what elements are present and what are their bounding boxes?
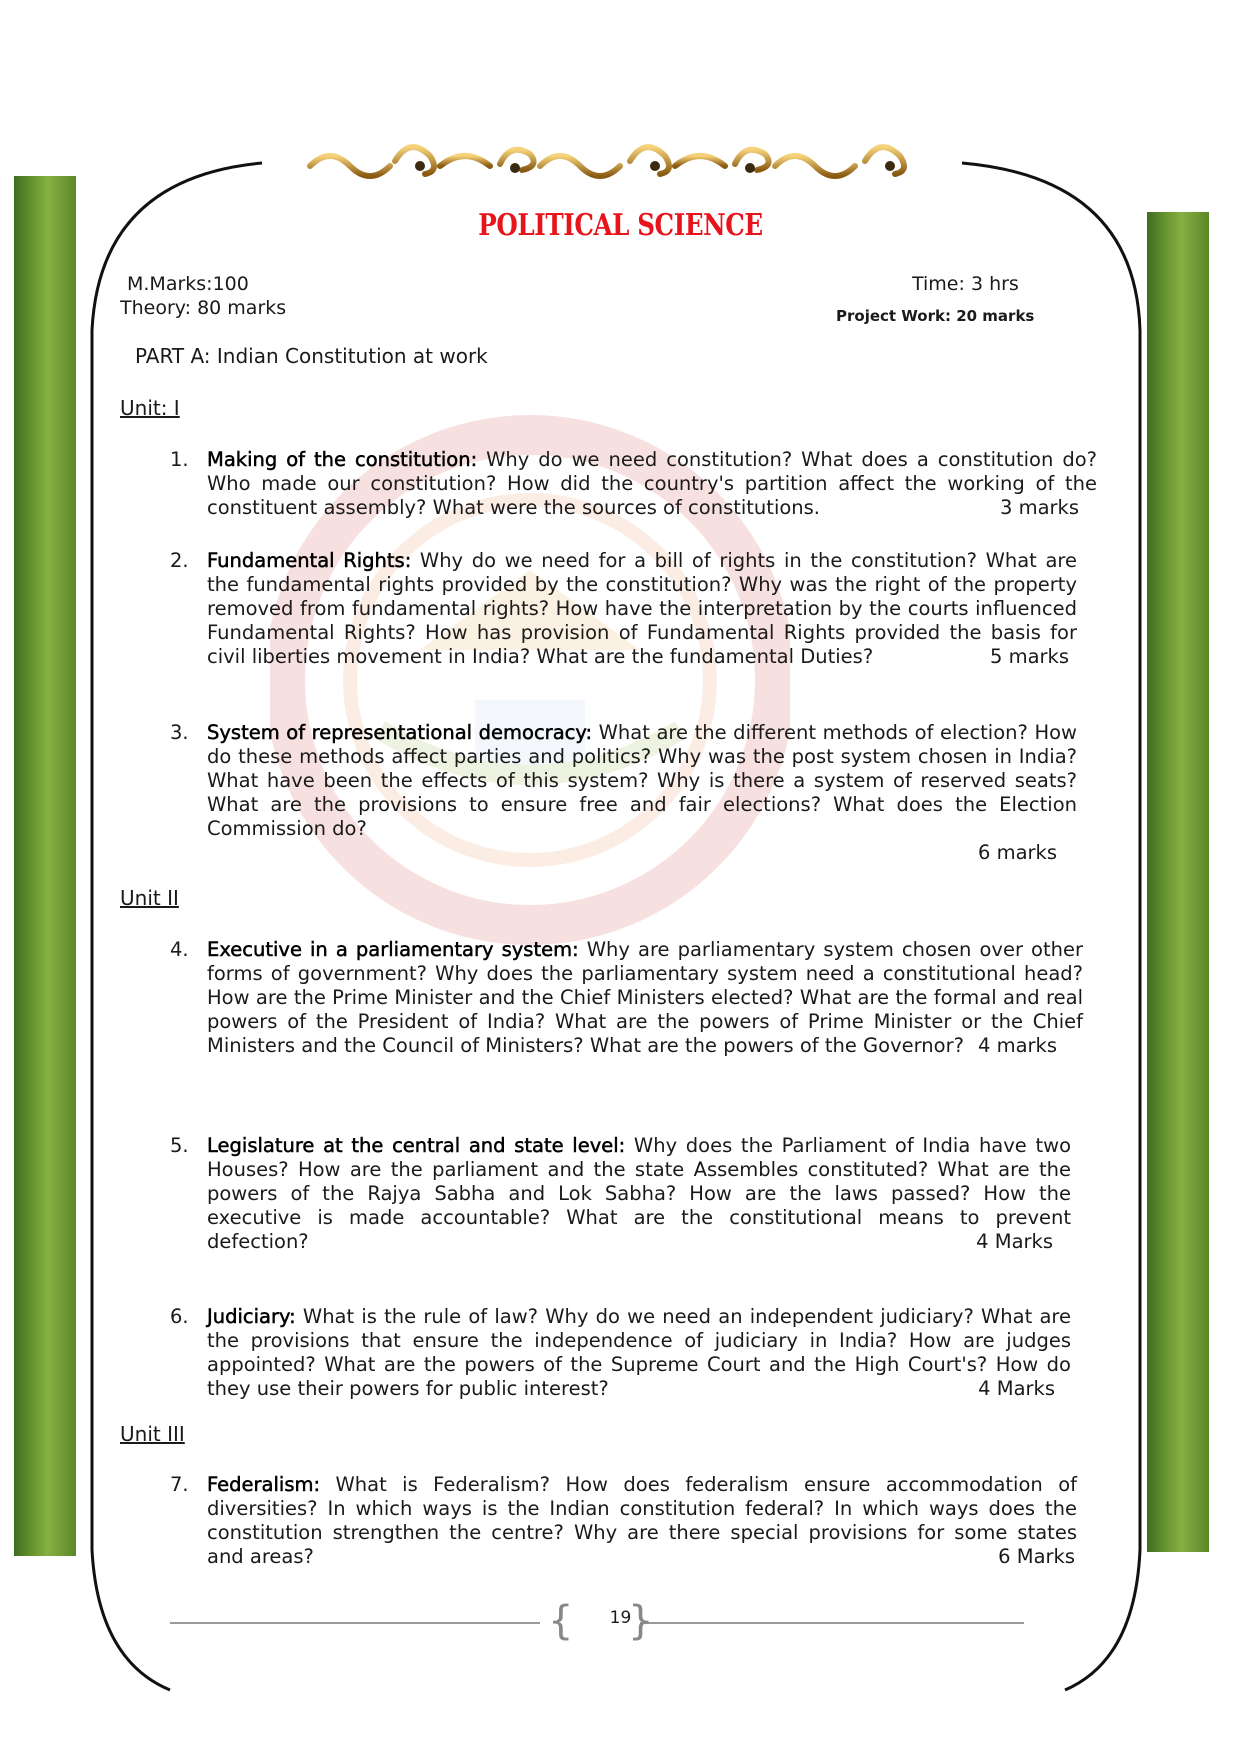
item-heading: Fundamental Rights: xyxy=(207,549,412,572)
unit-heading: Unit: I xyxy=(120,396,180,420)
item-marks: 4 Marks xyxy=(976,1230,1053,1253)
item-heading: Federalism: xyxy=(207,1473,321,1496)
item-number: 6. xyxy=(170,1305,189,1328)
page-number: 19 xyxy=(609,1608,632,1628)
item-heading: Executive in a parliamentary system: xyxy=(207,938,579,961)
item-marks: 4 Marks xyxy=(978,1377,1055,1400)
ornament-icon xyxy=(300,136,920,186)
item-text: What is Federalism? How does federalism ensure accommodation of diversities? In which ways is the Indian constitution federal? In which ways does the constitution strengthen the centre? Why are there special provisions for some states and areas? xyxy=(207,1473,1077,1568)
item-text: Why are parliamentary system chosen over other forms of government? Why does the parliamentary system need a constitutional head? How are the Prime Minister and the Chief Ministers elected? What are the formal and real powers of the President of India? What are the powers of Prime Minister or the Chief Ministers and the Council of Ministers? What are the powers of the Governor? xyxy=(207,938,1083,1057)
item-number: 3. xyxy=(170,721,189,744)
item-marks: 5 marks xyxy=(989,645,1069,668)
unit-heading: Unit III xyxy=(120,1422,185,1446)
item-heading: Making of the constitution: xyxy=(207,448,478,471)
item-number: 7. xyxy=(170,1473,189,1496)
right-brace-icon: } xyxy=(628,1598,654,1644)
item-heading: Judiciary: xyxy=(207,1305,296,1328)
item-marks: 6 marks xyxy=(977,841,1057,864)
item-number: 2. xyxy=(170,549,189,572)
item-heading: Legislature at the central and state level: xyxy=(207,1134,626,1157)
project-marks: Project Work: 20 marks xyxy=(836,307,1035,325)
item-text: What is the rule of law? Why do we need an independent judiciary? What are the provisions that ensure the independence of judiciary in India? How are judges appointed? What are the powers of the Supreme Court and the High Court's? How do they use their powers for public interest? xyxy=(207,1305,1071,1400)
part-heading: PART A: Indian Constitution at work xyxy=(135,344,488,368)
left-brace-icon: { xyxy=(548,1598,574,1644)
theory-marks: Theory: 80 marks xyxy=(120,297,287,319)
item-heading: System of representational democracy: xyxy=(207,721,593,744)
item-text: What are the different methods of election? How do these methods affect parties and politics? Why was the post system chosen in India? What have been the effects of this system? Why is there a system of reserved seats? What are the provisions to ensure free and fair elections? What does the Election Commission do? xyxy=(207,721,1077,840)
item-number: 4. xyxy=(170,938,189,961)
unit-heading: Unit II xyxy=(120,886,179,910)
item-text: Why do we need constitution? What does a constitution do? Who made our constitution? How did the country's partition affect the working of the constituent assembly? What were the sources of constitutions. xyxy=(207,448,1097,519)
item-marks: 3 marks xyxy=(999,496,1079,519)
item-number: 1. xyxy=(170,448,189,471)
item-marks: 6 Marks xyxy=(998,1545,1075,1568)
max-marks: M.Marks:100 xyxy=(127,273,249,295)
item-text: Why does the Parliament of India have two Houses? How are the parliament and the state Assembles constituted? What are the powers of the Rajya Sabha and Lok Sabha? How are the laws passed? How the executive is made accountable? What are the constitutional means to prevent defection? xyxy=(207,1134,1071,1253)
item-marks: 4 marks xyxy=(977,1034,1057,1057)
time-allowed: Time: 3 hrs xyxy=(912,273,1019,295)
item-text: Why do we need for a bill of rights in the constitution? What are the fundamental rights provided by the constitution? Why was the right of the property removed from fundamental rights? How have the interpretation by the courts influenced Fundamental Rights? How has provision of Fundamental Rights provided the basis for civil liberties movement in India? What are the fundamental Duties? xyxy=(207,549,1077,668)
page-title: POLITICAL SCIENCE xyxy=(478,208,763,243)
item-number: 5. xyxy=(170,1134,189,1157)
